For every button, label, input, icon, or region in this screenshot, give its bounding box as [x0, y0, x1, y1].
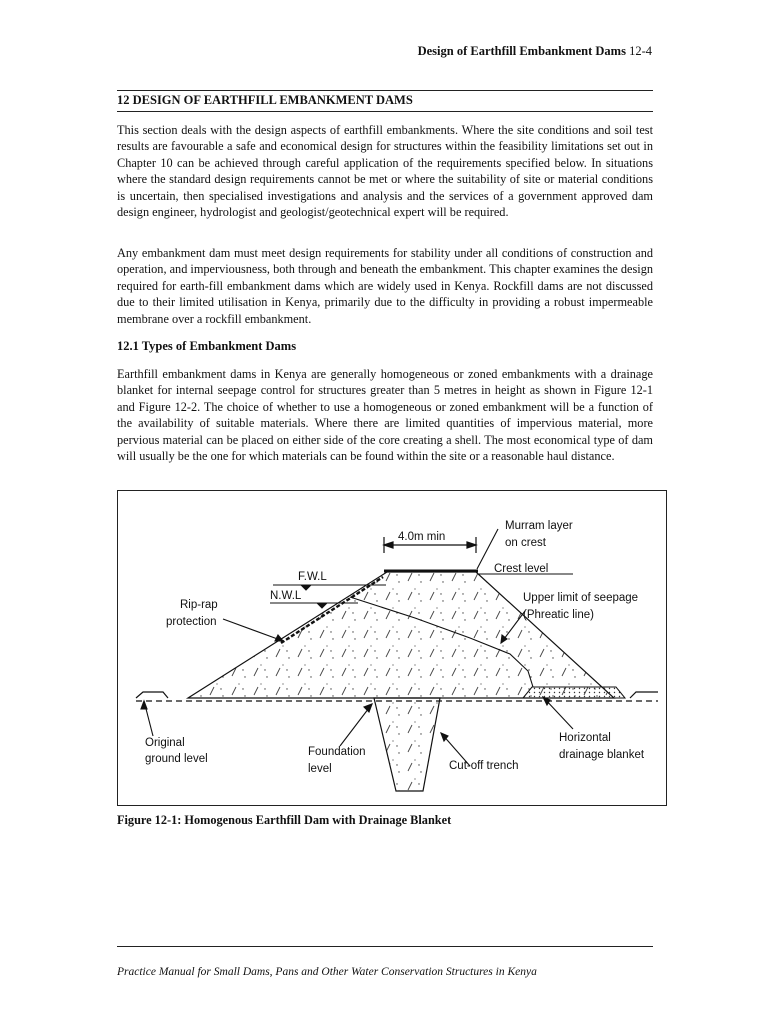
cut-off-trench-shape: [374, 698, 440, 791]
cutoff-trench-label: Cut-off trench: [449, 760, 519, 772]
header-title: Design of Earthfill Embankment Dams: [417, 44, 626, 58]
drainage-blanket-shape: [523, 687, 625, 698]
section-heading: 12 DESIGN OF EARTHFILL EMBANKMENT DAMS: [117, 90, 653, 112]
section-paragraph-2: Any embankment dam must meet design requirements for stability under all conditions of construction and operation, and imperviousness, both through and beneath the embankment. This chapter examines the design required for earth-fill embankment dams which are widely used in Kenya. Rockfill dams are not discussed due to their limited utilisation in Kenya, primarily due to the difficulty in providing a robust impermeable membrane over a rockfill embankment.: [117, 246, 653, 326]
murram-label-line2: on crest: [505, 537, 546, 549]
riprap-label-line1: Rip-rap: [180, 599, 218, 611]
drainage-blanket-label-line1: Horizontal: [559, 732, 611, 744]
murram-label-line1: Murram layer: [505, 520, 573, 532]
seepage-label-line1: Upper limit of seepage: [523, 592, 639, 604]
original-ground-label-line2: ground level: [145, 753, 208, 765]
page-number: 12-4: [629, 44, 652, 58]
footer-divider: [117, 946, 653, 947]
running-header: [418, 44, 652, 59]
nwl-label: N.W.L: [270, 590, 302, 602]
figure-caption: Figure 12-1: Homogenous Earthfill Dam with Drainage Blanket: [117, 813, 452, 827]
footer-text: Practice Manual for Small Dams, Pans and Other Water Conservation Structures in Kenya: [117, 966, 537, 978]
foundation-label-line1: Foundation: [308, 746, 366, 758]
subsection-paragraph: Earthfill embankment dams in Kenya are generally homogeneous or zoned embankments with a drainage blanket for internal seepage control for structures greater than 5 metres in height as shown in Figure 12-1 and Figure 12-2. The choice of whether to use a homogeneous or zoned embankment will be a function of the availability of suitable materials. Where there are limited quantities of impervious material, more pervious material can be placed on either side of the core creating a shell. The most economical type of dam will usually be the one for which materials can be found within the site or a reasonable haul distance.: [117, 367, 653, 464]
drainage-blanket-label-line2: drainage blanket: [559, 749, 645, 761]
subsection-heading: 12.1 Types of Embankment Dams: [117, 339, 297, 353]
foundation-label-line2: level: [308, 763, 332, 775]
fwl-label: F.W.L: [298, 571, 327, 583]
dam-figure: [117, 490, 667, 806]
seepage-label-line2: (Phreatic line): [523, 609, 594, 621]
riprap-label-line2: protection: [166, 616, 217, 628]
section-paragraph-1: This section deals with the design aspects of earthfill embankments. Where the site conditions and soil test results are favourable a safe and economical design for structures within the feasibility limitations set out in Chapter 10 can be achieved through careful application of the requirements specified below. In situations where the standard design requirements cannot be met or where the suitability of site or material conditions is uncertain, then specialised investigations and analysis and the services of a government approved dam design engineer, hydrologist and geologist/geotechnical expert will be required.: [117, 123, 653, 220]
crest-level-label: Crest level: [494, 563, 549, 575]
crest-width-label: 4.0m min: [398, 531, 446, 543]
original-ground-label-line1: Original: [145, 737, 185, 749]
